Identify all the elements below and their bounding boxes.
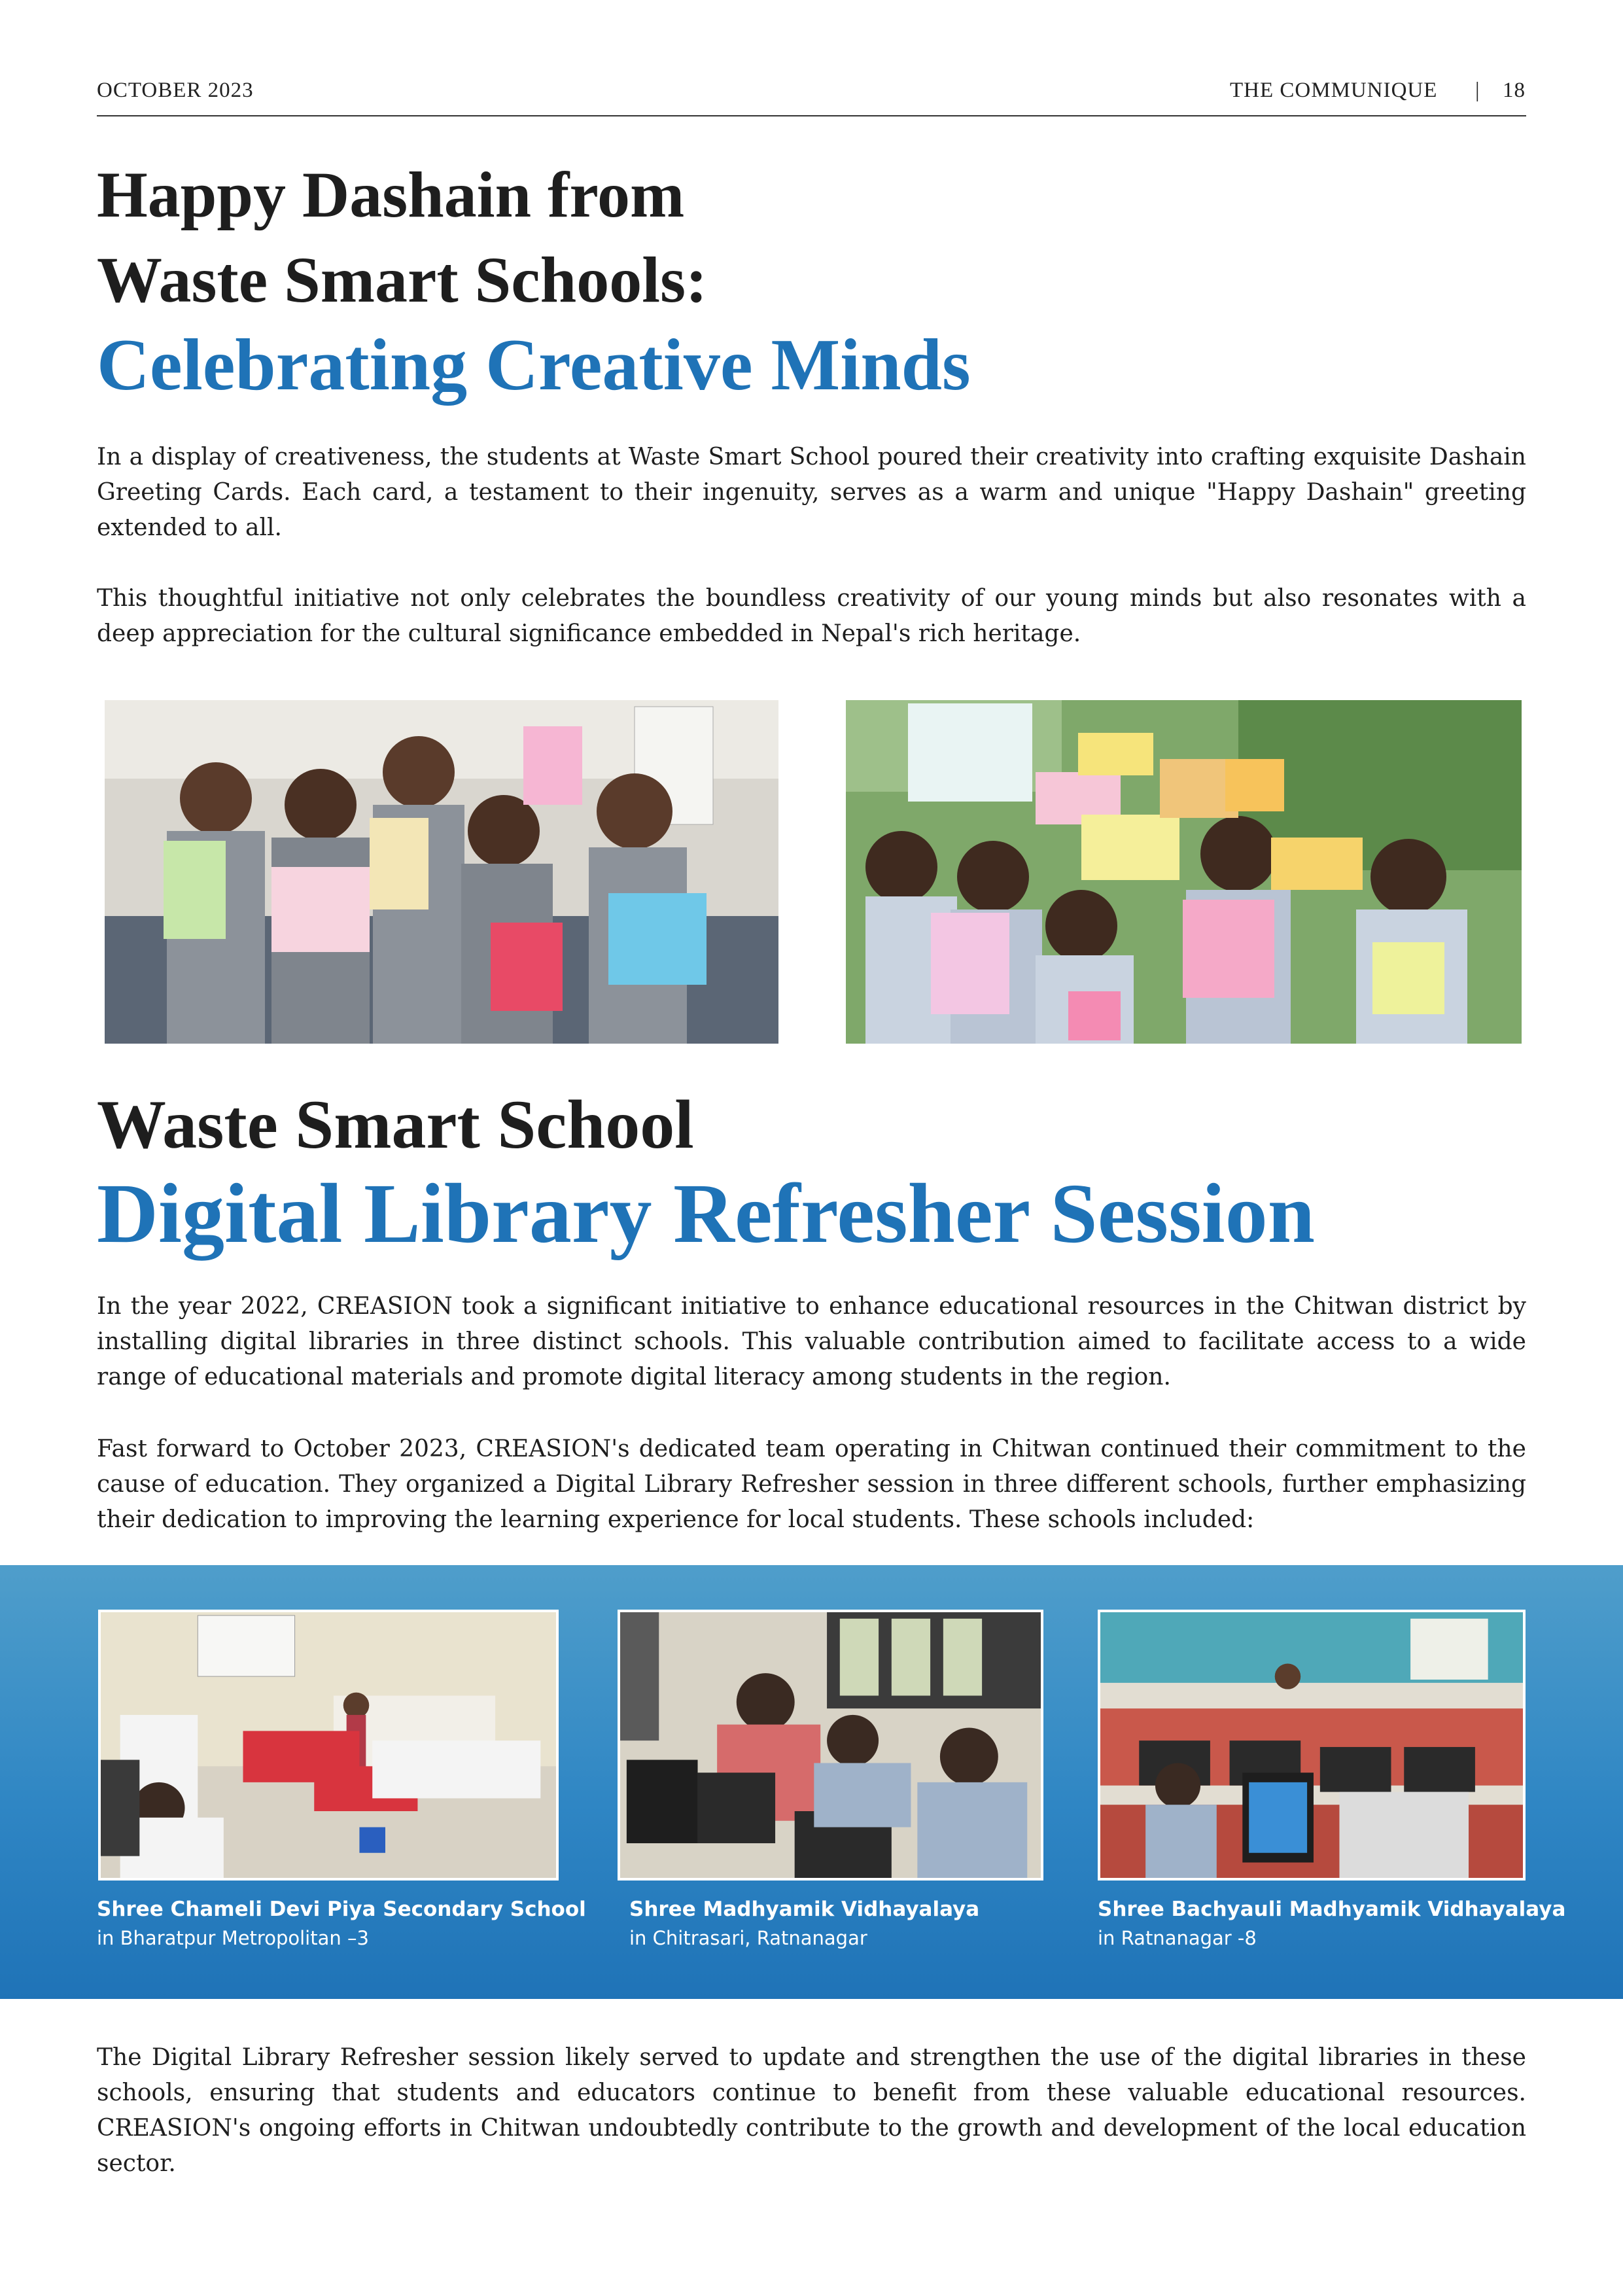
students-with-cards-photo-2 bbox=[846, 700, 1522, 1044]
article2-closing: The Digital Library Refresher session likely served to update and strengthen the use of the digital libraries in these schools, ensuring that students and educators continue to benefit from these valuable educational resources. CREASION's ongoing efforts in Chitwan undoubtedly contribute to the growth and development of the local education sector. bbox=[97, 2044, 1526, 2177]
publication-name: THE COMMUNIQUE bbox=[1230, 79, 1438, 102]
article1-title-line2: Waste Smart Schools: bbox=[97, 243, 708, 316]
school-photo-bachyauli bbox=[1098, 1610, 1526, 1881]
school-1-location: in Bharatpur Metropolitan –3 bbox=[97, 1927, 369, 1949]
article2-paragraph-2: Fast forward to October 2023, CREASION's dedicated team operating in Chitwan continued their commitment to the cause of education. They organized a Digital Library Refresher session in three different schools, further emphasizing their dedication to improving the learning experience for local students. These schools included: bbox=[97, 1436, 1526, 1533]
article2-title-line1: Waste Smart School bbox=[97, 1086, 694, 1163]
school-photo-madhyamik bbox=[618, 1610, 1043, 1881]
article1-title-line1: Happy Dashain from bbox=[97, 158, 685, 231]
school-3-location: in Ratnanagar -8 bbox=[1098, 1927, 1257, 1949]
header-separator: | bbox=[1475, 79, 1480, 102]
school-2-location: in Chitrasari, Ratnanagar bbox=[629, 1927, 867, 1949]
article2-paragraph-1: In the year 2022, CREASION took a significant initiative to enhance educational resources in the Chitwan district by installing digital libraries in three distinct schools. This valuable contribution aimed to facilitate access to a wide range of educational materials and promote digital literacy among students in the region. bbox=[97, 1293, 1526, 1390]
article2-title-line2: Digital Library Refresher Session bbox=[97, 1167, 1316, 1261]
school-2-name: Shree Madhyamik Vidhayalaya bbox=[629, 1898, 980, 1921]
issue-date: OCTOBER 2023 bbox=[97, 79, 254, 102]
school-3-name: Shree Bachyauli Madhyamik Vidhayalaya bbox=[1098, 1898, 1566, 1921]
article1-title-line3: Celebrating Creative Minds bbox=[97, 325, 971, 406]
header-rule bbox=[97, 115, 1526, 116]
article1-paragraph-1: In a display of creativeness, the students at Waste Smart School poured their creativity into crafting exquisite Dashain Greeting Cards. Each card, a testament to their ingenuity, serves as a warm and unique "Happy Dashain" greeting extended to all. bbox=[97, 444, 1526, 541]
article1-paragraph-2: This thoughtful initiative not only celebrates the boundless creativity of our young minds but also resonates with a deep appreciation for the cultural significance embedded in Nepal's rich heritage. bbox=[97, 585, 1526, 647]
school-photo-chameli bbox=[98, 1610, 559, 1881]
students-with-cards-photo-1 bbox=[105, 700, 778, 1044]
page-number: 18 bbox=[1503, 79, 1526, 102]
school-1-name: Shree Chameli Devi Piya Secondary School bbox=[97, 1898, 586, 1921]
